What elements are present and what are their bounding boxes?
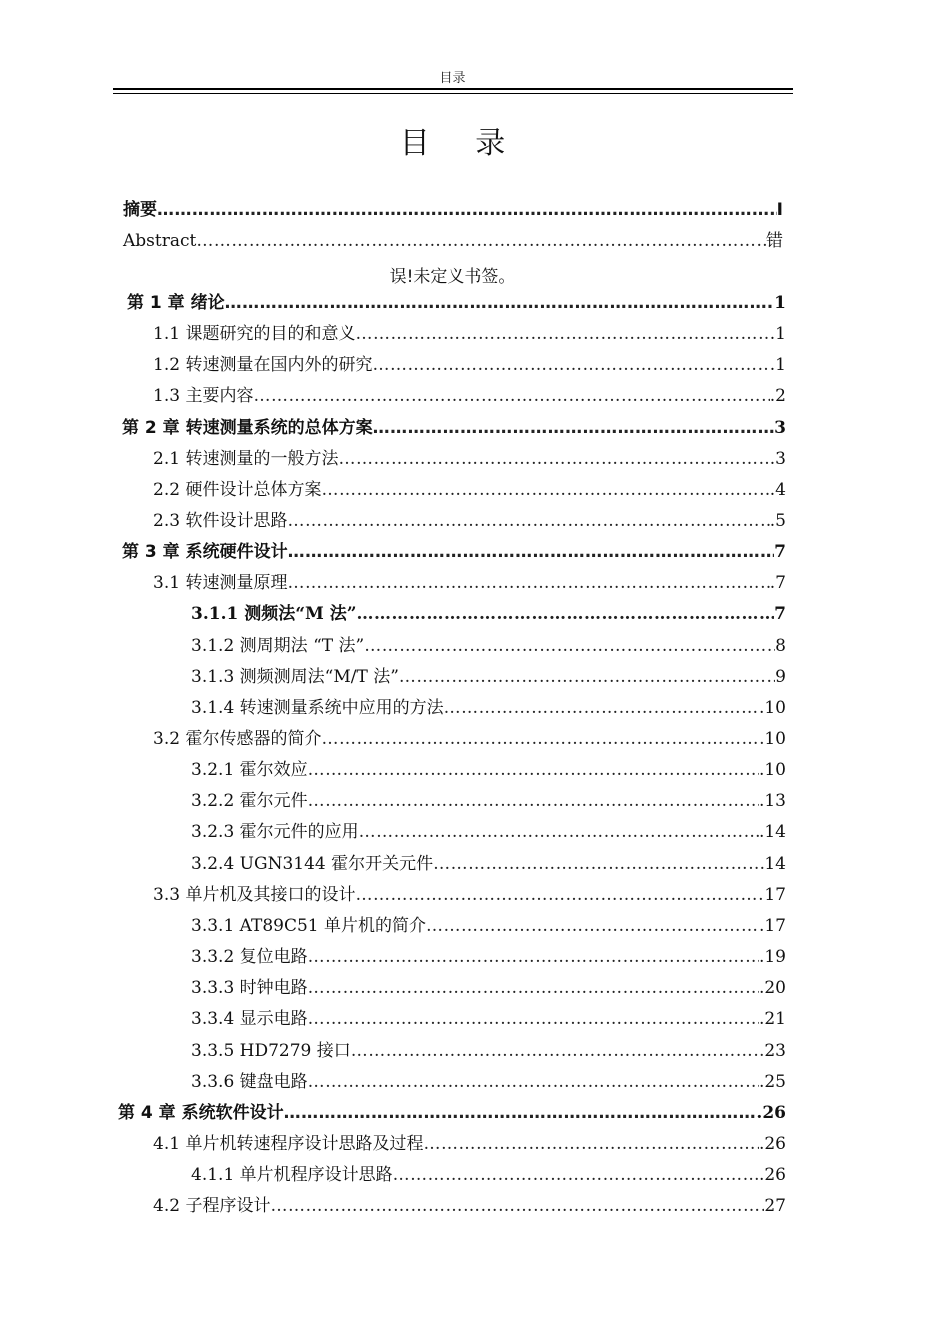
toc-entry[interactable] bbox=[153, 1194, 786, 1218]
toc-page: 10 bbox=[764, 729, 786, 749]
toc-label: 3.1.1 测频法“M 法” bbox=[191, 604, 357, 624]
toc-page: .19 bbox=[758, 947, 786, 967]
toc-page: .17 bbox=[758, 916, 786, 936]
toc-leader bbox=[426, 914, 759, 938]
toc-leader bbox=[351, 1039, 765, 1063]
toc-entry[interactable] bbox=[191, 1007, 786, 1031]
toc-label: 4.1.1 单片机程序设计思路 bbox=[191, 1165, 393, 1185]
toc-leader bbox=[321, 727, 764, 751]
toc-entry[interactable] bbox=[153, 1132, 786, 1156]
toc-leader bbox=[284, 1101, 757, 1125]
toc-label: 4.2 子程序设计 bbox=[153, 1196, 271, 1216]
toc-leader bbox=[253, 384, 769, 408]
toc-page: 7 bbox=[774, 542, 786, 562]
toc-page: 17 bbox=[764, 885, 786, 905]
toc-page: 8 bbox=[775, 636, 786, 656]
toc-page: .20 bbox=[758, 978, 786, 998]
toc-label: 3.1.4 转速测量系统中应用的方法 bbox=[191, 698, 444, 718]
toc-page: .5 bbox=[769, 511, 786, 531]
toc-leader bbox=[433, 852, 764, 876]
toc-leader bbox=[308, 945, 759, 969]
toc-label: 3.1 转速测量原理 bbox=[153, 573, 288, 593]
toc-leader bbox=[357, 602, 775, 626]
toc-leader bbox=[308, 789, 759, 813]
toc-page: .13 bbox=[758, 791, 786, 811]
toc-label: 3.3.2 复位电路 bbox=[191, 947, 308, 967]
toc-page: 1 bbox=[774, 293, 786, 313]
toc-leader bbox=[399, 665, 775, 689]
toc-leader bbox=[338, 447, 769, 471]
toc-label: 3.2.2 霍尔元件 bbox=[191, 791, 308, 811]
toc-page: I bbox=[776, 200, 783, 220]
toc-entry[interactable] bbox=[191, 945, 786, 969]
toc-entry[interactable] bbox=[122, 540, 786, 564]
toc-page: 错 bbox=[766, 231, 783, 251]
toc-leader bbox=[373, 416, 775, 440]
toc-label: 2.2 硬件设计总体方案 bbox=[153, 480, 322, 500]
toc-entry[interactable] bbox=[153, 322, 786, 346]
toc-entry-abstract-en[interactable] bbox=[123, 229, 783, 253]
toc-label: Abstract bbox=[123, 231, 197, 251]
page-title: 目 录 bbox=[399, 126, 524, 161]
toc-leader bbox=[270, 1194, 764, 1218]
header-rule-thick bbox=[113, 88, 793, 90]
toc-page: 3 bbox=[774, 418, 786, 438]
toc-label: 3.1.2 测周期法 “T 法” bbox=[191, 636, 365, 656]
toc-leader bbox=[308, 1070, 759, 1094]
toc-leader bbox=[364, 634, 775, 658]
toc-leader bbox=[196, 229, 766, 253]
toc-entry[interactable] bbox=[153, 478, 786, 502]
toc-leader bbox=[308, 1007, 759, 1031]
toc-leader bbox=[157, 198, 777, 222]
running-header: 目录 bbox=[439, 71, 466, 86]
toc-entry[interactable] bbox=[191, 820, 786, 844]
toc-leader bbox=[355, 883, 764, 907]
toc-entry[interactable] bbox=[191, 1070, 786, 1094]
toc-label: 第 3 章 系统硬件设计 bbox=[122, 542, 288, 562]
toc-leader bbox=[308, 758, 759, 782]
toc-page: .26 bbox=[756, 1103, 786, 1123]
toc-page: .1 bbox=[769, 324, 786, 344]
toc-page: .10 bbox=[758, 698, 786, 718]
toc-leader bbox=[359, 820, 759, 844]
toc-label: 摘要 bbox=[123, 200, 157, 220]
toc-entry[interactable] bbox=[191, 789, 786, 813]
toc-leader bbox=[225, 291, 775, 315]
toc-label: 3.3.1 AT89C51 单片机的简介 bbox=[191, 916, 427, 936]
toc-leader bbox=[288, 540, 775, 564]
toc-entry[interactable] bbox=[118, 1101, 786, 1125]
header-rule-thin bbox=[113, 93, 793, 94]
toc-entry[interactable] bbox=[153, 727, 786, 751]
toc-label: 3.3 单片机及其接口的设计 bbox=[153, 885, 356, 905]
toc-page: .10 bbox=[758, 760, 786, 780]
toc-entry[interactable] bbox=[191, 758, 786, 782]
toc-label: 1.2 转速测量在国内外的研究 bbox=[153, 355, 373, 375]
toc-entry[interactable] bbox=[153, 571, 786, 595]
toc-page: .7 bbox=[769, 573, 786, 593]
toc-page: .26 bbox=[758, 1165, 786, 1185]
toc-page: .2 bbox=[769, 386, 786, 406]
toc-leader bbox=[372, 353, 769, 377]
toc-entry[interactable] bbox=[153, 447, 786, 471]
toc-page: .4 bbox=[769, 480, 786, 500]
toc-entry[interactable] bbox=[153, 353, 786, 377]
toc-label: 2.3 软件设计思路 bbox=[153, 511, 288, 531]
toc-label: 2.1 转速测量的一般方法 bbox=[153, 449, 339, 469]
toc-label: 3.2 霍尔传感器的简介 bbox=[153, 729, 322, 749]
toc-page: .14 bbox=[758, 822, 786, 842]
toc-label: 3.2.3 霍尔元件的应用 bbox=[191, 822, 359, 842]
toc-entry[interactable] bbox=[191, 1039, 786, 1063]
toc-leader bbox=[355, 322, 769, 346]
toc-label: 1.1 课题研究的目的和意义 bbox=[153, 324, 356, 344]
toc-entry[interactable] bbox=[191, 1163, 786, 1187]
toc-page: 7 bbox=[774, 604, 786, 624]
toc-page: 14 bbox=[764, 854, 786, 874]
toc-label: 第 2 章 转速测量系统的总体方案 bbox=[122, 418, 373, 438]
toc-entry[interactable] bbox=[153, 883, 786, 907]
toc-label: 4.1 单片机转速程序设计思路及过程 bbox=[153, 1134, 424, 1154]
toc-page: 27 bbox=[764, 1196, 786, 1216]
toc-entry[interactable] bbox=[127, 291, 786, 315]
toc-label: 1.3 主要内容 bbox=[153, 386, 254, 406]
toc-entry[interactable] bbox=[191, 634, 786, 658]
toc-leader bbox=[287, 571, 769, 595]
toc-label: 3.3.3 时钟电路 bbox=[191, 978, 308, 998]
toc-leader bbox=[287, 509, 769, 533]
toc-label: 3.3.5 HD7279 接口 bbox=[191, 1041, 351, 1061]
toc-page: .1 bbox=[769, 355, 786, 375]
toc-leader bbox=[321, 478, 769, 502]
toc-entry[interactable] bbox=[191, 852, 786, 876]
toc-entry[interactable] bbox=[122, 416, 786, 440]
toc-leader bbox=[444, 696, 759, 720]
toc-error-continuation: 误!未定义书签。 bbox=[389, 267, 516, 287]
toc-page: .26 bbox=[758, 1134, 786, 1154]
toc-entry[interactable] bbox=[153, 509, 786, 533]
toc-label: 第 1 章 绪论 bbox=[127, 293, 225, 313]
toc-entry[interactable] bbox=[191, 696, 786, 720]
toc-label: 3.3.4 显示电路 bbox=[191, 1009, 308, 1029]
toc-entry[interactable] bbox=[191, 602, 786, 626]
toc-entry[interactable] bbox=[153, 384, 786, 408]
toc-leader bbox=[393, 1163, 759, 1187]
toc-entry[interactable] bbox=[191, 976, 786, 1000]
toc-entry[interactable] bbox=[191, 665, 786, 689]
toc-page: .3 bbox=[769, 449, 786, 469]
toc-page: .21 bbox=[758, 1009, 786, 1029]
toc-page: 9 bbox=[775, 667, 786, 687]
toc-label: 第 4 章 系统软件设计 bbox=[118, 1103, 284, 1123]
toc-label: 3.2.1 霍尔效应 bbox=[191, 760, 308, 780]
toc-label: 3.2.4 UGN3144 霍尔开关元件 bbox=[191, 854, 434, 874]
toc-label: 3.1.3 测频测周法“M/T 法” bbox=[191, 667, 399, 687]
toc-entry[interactable] bbox=[191, 914, 786, 938]
toc-leader bbox=[308, 976, 759, 1000]
toc-page: 23 bbox=[764, 1041, 786, 1061]
toc-entry-abstract-cn[interactable] bbox=[123, 198, 783, 222]
toc-page: .25 bbox=[758, 1072, 786, 1092]
toc-label: 3.3.6 键盘电路 bbox=[191, 1072, 308, 1092]
toc-leader bbox=[423, 1132, 759, 1156]
